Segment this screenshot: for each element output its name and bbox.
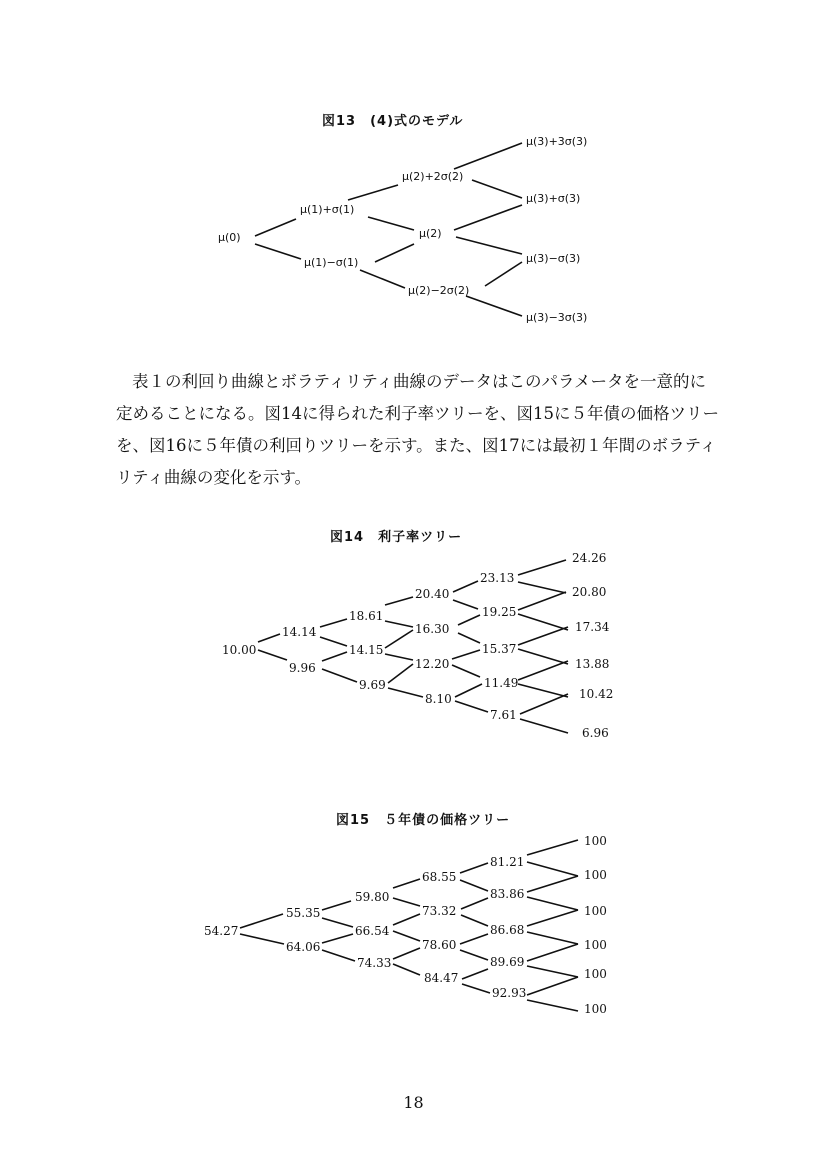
tree13-node: μ(0) xyxy=(218,231,241,244)
paragraph-line: 表１の利回り曲線とボラティリティ曲線のデータはこのパラメータを一意的に xyxy=(132,372,707,391)
tree15-node: 100 xyxy=(584,938,607,952)
tree15-node: 84.47 xyxy=(424,971,459,985)
tree15-node: 100 xyxy=(584,1002,607,1016)
tree15-node: 66.54 xyxy=(355,924,390,938)
paragraph-line: を、図16に５年債の利回りツリーを示す。また、図17には最初１年間のボラティ xyxy=(116,436,717,455)
tree15-node: 73.32 xyxy=(422,904,457,918)
tree14-node: 17.34 xyxy=(575,620,610,634)
tree14-node: 7.61 xyxy=(490,708,517,722)
tree14-node: 15.37 xyxy=(482,642,517,656)
tree14-node: 23.13 xyxy=(480,571,515,585)
tree13-node: μ(3)+3σ(3) xyxy=(526,135,588,148)
tree15-node: 100 xyxy=(584,834,607,848)
tree14-node: 10.00 xyxy=(222,643,257,657)
tree15-node: 86.68 xyxy=(490,923,525,937)
paragraph-line: リティ曲線の変化を示す。 xyxy=(116,468,312,487)
tree15-node: 100 xyxy=(584,868,607,882)
tree15-node: 92.93 xyxy=(492,986,527,1000)
tree14-node: 16.30 xyxy=(415,622,450,636)
tree13-node: μ(2) xyxy=(419,227,442,240)
tree14-node: 11.49 xyxy=(484,676,519,690)
tree14-node: 9.69 xyxy=(359,678,386,692)
tree15-node: 64.06 xyxy=(286,940,321,954)
page-number: 18 xyxy=(403,1093,424,1112)
figure15-title: 図15 ５年債の価格ツリー xyxy=(336,813,511,828)
tree14-node: 24.26 xyxy=(572,551,607,565)
tree15-node: 68.55 xyxy=(422,870,457,884)
tree15-node: 81.21 xyxy=(490,855,525,869)
tree15-node: 100 xyxy=(584,904,607,918)
tree13-node: μ(3)+σ(3) xyxy=(526,192,581,205)
tree15-node: 83.86 xyxy=(490,887,525,901)
tree14-node: 12.20 xyxy=(415,657,450,671)
paragraph-line: 定めることになる。図14に得られた利子率ツリーを、図15に５年債の価格ツリー xyxy=(116,404,719,423)
tree13-node: μ(1)−σ(1) xyxy=(304,256,359,269)
tree13-node: μ(3)−3σ(3) xyxy=(526,311,588,324)
tree13-node: μ(1)+σ(1) xyxy=(300,203,355,216)
tree14-node: 6.96 xyxy=(582,726,609,740)
tree14-node: 14.15 xyxy=(349,643,384,657)
tree15-node: 54.27 xyxy=(204,924,239,938)
tree14-node: 13.88 xyxy=(575,657,610,671)
tree14-node: 20.80 xyxy=(572,585,607,599)
tree15-node: 74.33 xyxy=(357,956,392,970)
tree14-node: 8.10 xyxy=(425,692,452,706)
tree15-node: 89.69 xyxy=(490,955,525,969)
tree15-node: 100 xyxy=(584,967,607,981)
tree15-node: 78.60 xyxy=(422,938,457,952)
tree14-node: 18.61 xyxy=(349,609,384,623)
tree14-node: 19.25 xyxy=(482,605,517,619)
tree14-node: 20.40 xyxy=(415,587,450,601)
figure13-title: 図13 (4)式のモデル xyxy=(322,114,464,129)
tree14-node: 14.14 xyxy=(282,625,317,639)
tree13-node: μ(2)+2σ(2) xyxy=(402,170,464,183)
tree13-node: μ(3)−σ(3) xyxy=(526,252,581,265)
tree13-node: μ(2)−2σ(2) xyxy=(408,284,470,297)
tree14-node: 10.42 xyxy=(579,687,614,701)
tree15-node: 59.80 xyxy=(355,890,390,904)
tree15-node: 55.35 xyxy=(286,906,321,920)
figure14-title: 図14 利子率ツリー xyxy=(330,530,463,545)
tree14-node: 9.96 xyxy=(289,661,316,675)
